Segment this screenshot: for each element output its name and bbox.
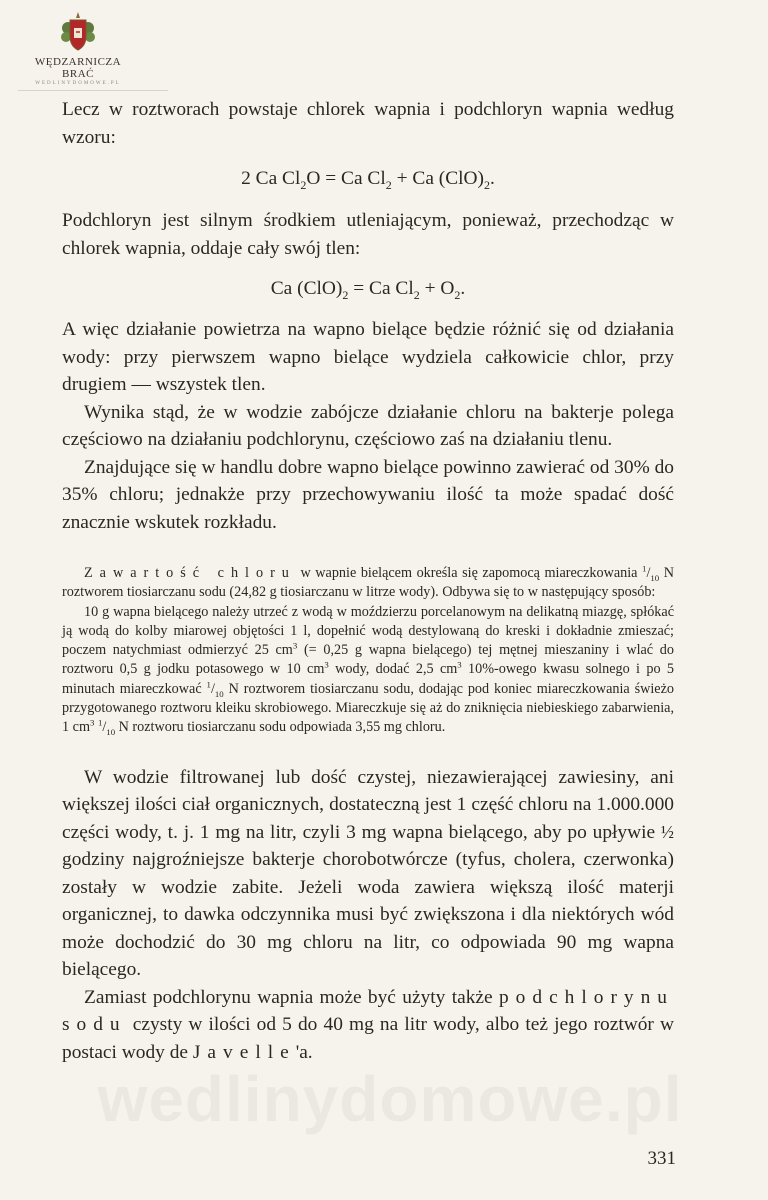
brand-name: WĘDZARNICZA BRAĆ xyxy=(34,56,122,80)
paragraph-5: Znajdujące się w handlu dobre wapno bielące powinno zawierać od 30% do 35% chloru; jednakże przy przechowywaniu ilość ta może spadać dość znacznie wskutek rozkładu. xyxy=(62,456,674,533)
paragraph-7: Zamiast podchlorynu wapnia może być użyty także podchlorynu sodu czysty w ilości od 5 do 40 mg na litr wody, albo też jego roztwór w postaci wody de Javelle'a. xyxy=(62,986,674,1063)
paragraph-2: Podchloryn jest silnym środkiem utleniającym, ponieważ, przechodząc w chlorek wapnia, oddaje cały swój tlen: xyxy=(62,210,674,259)
small-paragraph-1: Zawartość chloru w wapnie bielącem określa się zapomocą miareczkowania $^1/_{10}$ N roztworem tiosiarczanu sodu (24,82 g tiosiarczanu w litrze wody). Odbywa się to w następujący sposób: xyxy=(62,563,674,601)
paragraph-3: A więc działanie powietrza na wapno bielące będzie różnić się od działania wody: przy pierwszem wapno bielące wydziela całkowicie chlor, przy drugiem — wszystek tlen. xyxy=(62,319,674,395)
logo xyxy=(18,10,138,91)
watermark xyxy=(70,1062,710,1136)
paragraph-1: Lecz w roztworach powstaje chlorek wapnia i podchloryn wapnia według wzoru: xyxy=(62,99,674,148)
page-body xyxy=(62,96,674,1066)
formula-2: Ca $(ClO)_2 = Ca$ $Cl_2 + O_2$. xyxy=(270,278,466,302)
paragraph-4: Wynika stąd, że w wodzie zabójcze działanie chloru na bakterje polega częściowo na działaniu podchlorynu, częściowo zaś na działaniu tlenu. xyxy=(62,401,674,450)
small-paragraph-2: 10 g wapna bielącego należy utrzeć z wodą w moździerzu porcelanowym na delikatną miazgę, spłókać ją wodą do kolby miarowej objętości 1 l, dopełnić wodą destylowaną do kreski i dokładnie zmieszać; poczem natychmiast odmierzyć 25 $cm^3$ (= 0,25 g wapna bielącego) tej mętnej mieszaniny i wlać do roztworu 0,5 g jodku potasowego w 10 $cm^3$ wody, dodać 2,5 $cm^3$ 10%-owego kwasu solnego i po 5 minutach miareczkować $^1/_{10}$ N roztworem tiosiarczanu sodu, dodając pod koniec miareczkowania świeżo przygotowanego roztworu kleiku skrobiowego. Miareczkuje się aż do zniknięcia niebieskiego zabarwienia, 1 $cm^3$ $^1/_{10}$ N roztworu tiosiarczanu sodu odpowiada 3,55 mg chloru. xyxy=(62,603,674,738)
paragraph-6: W wodzie filtrowanej lub dość czystej, niezawierającej zawiesiny, ani większej ilości ciał organicznych, dostateczną jest 1 część chloru na 1.000.000 części wody, t. j. 1 mg na litr, czyli 3 mg wapna bielącego, aby po upływie ½ godziny najgroźniejsze bakterje chorobotwórcze (tyfus, cholera, czerwonka) zostały w wodzie zabite. Jeżeli woda zawiera większą ilość materji organicznej, to dawka odczynnika musi być zwiększona i dla niektórych wód może dochodzić do 30 mg chloru na litr, co odpowiada 90 mg wapna bielącego. xyxy=(62,766,674,981)
crest-icon xyxy=(56,10,100,54)
page-number: 331 xyxy=(647,1148,676,1169)
logo-divider xyxy=(18,90,168,91)
formula-1: 2 Ca $Cl_2O = Ca$ $Cl_2 + Ca$ $(ClO)_2$. xyxy=(241,168,495,192)
brand-url: WEDLINYDOMOWE.PL xyxy=(35,81,121,86)
